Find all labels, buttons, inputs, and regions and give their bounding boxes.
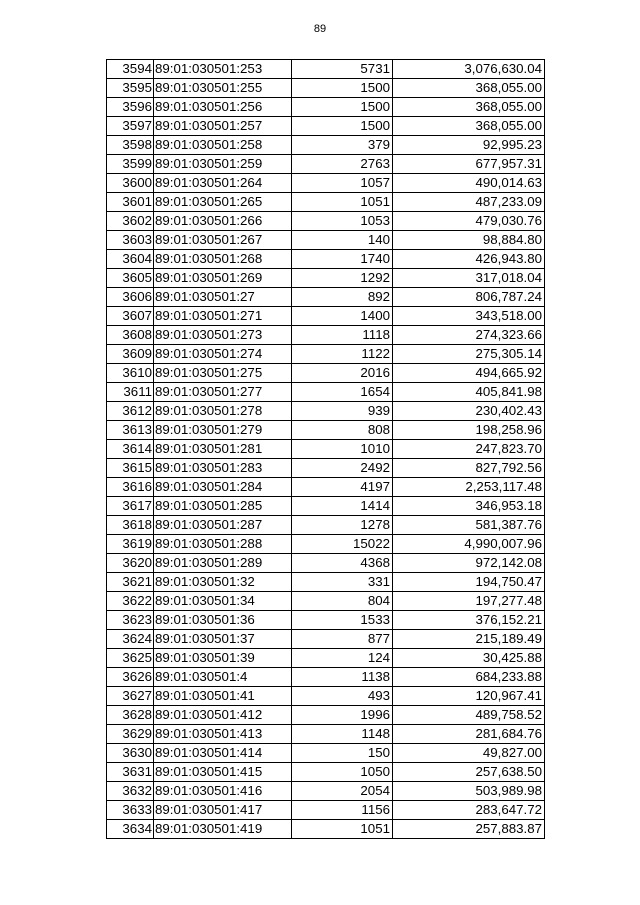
- row-number-cell: 3605: [107, 269, 154, 288]
- area-cell: 4197: [292, 478, 393, 497]
- cadastral-value-cell: 257,638.50: [393, 763, 545, 782]
- table-row: [107, 345, 545, 364]
- table-row: [107, 801, 545, 820]
- cadastral-value-cell: 247,823.70: [393, 440, 545, 459]
- area-cell: 1278: [292, 516, 393, 535]
- cadastral-value-cell: 368,055.00: [393, 79, 545, 98]
- cadastral-number-cell: 89:01:030501:34: [154, 592, 292, 611]
- area-cell: 1138: [292, 668, 393, 687]
- row-number-cell: 3609: [107, 345, 154, 364]
- cadastral-number-cell: 89:01:030501:278: [154, 402, 292, 421]
- cadastral-number-cell: 89:01:030501:275: [154, 364, 292, 383]
- table-row: [107, 212, 545, 231]
- row-number-cell: 3629: [107, 725, 154, 744]
- row-number-cell: 3594: [107, 60, 154, 79]
- table-row: [107, 174, 545, 193]
- row-number-cell: 3614: [107, 440, 154, 459]
- cadastral-number-cell: 89:01:030501:264: [154, 174, 292, 193]
- cadastral-number-cell: 89:01:030501:271: [154, 307, 292, 326]
- area-cell: 1118: [292, 326, 393, 345]
- row-number-cell: 3634: [107, 820, 154, 839]
- cadastral-value-cell: 2,253,117.48: [393, 478, 545, 497]
- cadastral-value-cell: 317,018.04: [393, 269, 545, 288]
- cadastral-value-cell: 194,750.47: [393, 573, 545, 592]
- cadastral-value-cell: 4,990,007.96: [393, 535, 545, 554]
- table-row: [107, 269, 545, 288]
- cadastral-number-cell: 89:01:030501:277: [154, 383, 292, 402]
- row-number-cell: 3619: [107, 535, 154, 554]
- cadastral-number-cell: 89:01:030501:279: [154, 421, 292, 440]
- cadastral-value-cell: 677,957.31: [393, 155, 545, 174]
- table-row: [107, 782, 545, 801]
- cadastral-number-cell: 89:01:030501:415: [154, 763, 292, 782]
- area-cell: 1051: [292, 820, 393, 839]
- table-row: [107, 98, 545, 117]
- table-row: [107, 611, 545, 630]
- area-cell: 1533: [292, 611, 393, 630]
- table-row: [107, 592, 545, 611]
- table-row: [107, 326, 545, 345]
- cadastral-value-cell: 503,989.98: [393, 782, 545, 801]
- row-number-cell: 3630: [107, 744, 154, 763]
- cadastral-number-cell: 89:01:030501:283: [154, 459, 292, 478]
- cadastral-value-cell: 98,884.80: [393, 231, 545, 250]
- cadastral-value-cell: 283,647.72: [393, 801, 545, 820]
- cadastral-value-cell: 197,277.48: [393, 592, 545, 611]
- table-row: [107, 136, 545, 155]
- row-number-cell: 3617: [107, 497, 154, 516]
- cadastral-value-cell: 376,152.21: [393, 611, 545, 630]
- row-number-cell: 3627: [107, 687, 154, 706]
- table-row: [107, 744, 545, 763]
- cadastral-value-cell: 215,189.49: [393, 630, 545, 649]
- area-cell: 15022: [292, 535, 393, 554]
- cadastral-number-cell: 89:01:030501:274: [154, 345, 292, 364]
- cadastral-value-cell: 581,387.76: [393, 516, 545, 535]
- row-number-cell: 3603: [107, 231, 154, 250]
- cadastral-number-cell: 89:01:030501:419: [154, 820, 292, 839]
- cadastral-number-cell: 89:01:030501:266: [154, 212, 292, 231]
- cadastral-number-cell: 89:01:030501:4: [154, 668, 292, 687]
- cadastral-value-cell: 30,425.88: [393, 649, 545, 668]
- area-cell: 1654: [292, 383, 393, 402]
- table-body: [107, 60, 545, 839]
- table-row: [107, 706, 545, 725]
- table-row: [107, 60, 545, 79]
- area-cell: 1740: [292, 250, 393, 269]
- cadastral-value-cell: 120,967.41: [393, 687, 545, 706]
- table-row: [107, 630, 545, 649]
- cadastral-value-cell: 405,841.98: [393, 383, 545, 402]
- cadastral-value-cell: 368,055.00: [393, 117, 545, 136]
- row-number-cell: 3599: [107, 155, 154, 174]
- row-number-cell: 3597: [107, 117, 154, 136]
- cadastral-value-cell: 230,402.43: [393, 402, 545, 421]
- area-cell: 1010: [292, 440, 393, 459]
- area-cell: 1500: [292, 79, 393, 98]
- cadastral-value-cell: 3,076,630.04: [393, 60, 545, 79]
- table-row: [107, 535, 545, 554]
- row-number-cell: 3596: [107, 98, 154, 117]
- area-cell: 331: [292, 573, 393, 592]
- area-cell: 1500: [292, 117, 393, 136]
- table-row: [107, 307, 545, 326]
- cadastral-value-cell: 198,258.96: [393, 421, 545, 440]
- table-row: [107, 649, 545, 668]
- cadastral-number-cell: 89:01:030501:256: [154, 98, 292, 117]
- cadastral-number-cell: 89:01:030501:285: [154, 497, 292, 516]
- table-row: [107, 687, 545, 706]
- area-cell: 939: [292, 402, 393, 421]
- table-row: [107, 250, 545, 269]
- table-row: [107, 478, 545, 497]
- row-number-cell: 3615: [107, 459, 154, 478]
- table-row: [107, 383, 545, 402]
- cadastral-number-cell: 89:01:030501:412: [154, 706, 292, 725]
- row-number-cell: 3626: [107, 668, 154, 687]
- cadastral-value-cell: 487,233.09: [393, 193, 545, 212]
- cadastral-number-cell: 89:01:030501:36: [154, 611, 292, 630]
- area-cell: 2016: [292, 364, 393, 383]
- table-row: [107, 497, 545, 516]
- table-row: [107, 725, 545, 744]
- cadastral-number-cell: 89:01:030501:289: [154, 554, 292, 573]
- cadastral-number-cell: 89:01:030501:416: [154, 782, 292, 801]
- area-cell: 140: [292, 231, 393, 250]
- row-number-cell: 3611: [107, 383, 154, 402]
- cadastral-value-cell: 489,758.52: [393, 706, 545, 725]
- row-number-cell: 3610: [107, 364, 154, 383]
- cadastral-number-cell: 89:01:030501:39: [154, 649, 292, 668]
- cadastral-number-cell: 89:01:030501:32: [154, 573, 292, 592]
- table-row: [107, 440, 545, 459]
- cadastral-value-cell: 494,665.92: [393, 364, 545, 383]
- table-row: [107, 421, 545, 440]
- row-number-cell: 3601: [107, 193, 154, 212]
- row-number-cell: 3612: [107, 402, 154, 421]
- row-number-cell: 3628: [107, 706, 154, 725]
- row-number-cell: 3604: [107, 250, 154, 269]
- table-row: [107, 288, 545, 307]
- cadastral-value-cell: 49,827.00: [393, 744, 545, 763]
- row-number-cell: 3607: [107, 307, 154, 326]
- row-number-cell: 3631: [107, 763, 154, 782]
- area-cell: 892: [292, 288, 393, 307]
- area-cell: 2054: [292, 782, 393, 801]
- area-cell: 1414: [292, 497, 393, 516]
- row-number-cell: 3598: [107, 136, 154, 155]
- cadastral-number-cell: 89:01:030501:284: [154, 478, 292, 497]
- cadastral-number-cell: 89:01:030501:37: [154, 630, 292, 649]
- cadastral-number-cell: 89:01:030501:281: [154, 440, 292, 459]
- cadastral-value-cell: 257,883.87: [393, 820, 545, 839]
- page-number: 89: [313, 23, 327, 35]
- area-cell: 150: [292, 744, 393, 763]
- table-row: [107, 554, 545, 573]
- area-cell: 2763: [292, 155, 393, 174]
- table-row: [107, 155, 545, 174]
- cadastral-number-cell: 89:01:030501:287: [154, 516, 292, 535]
- area-cell: 1156: [292, 801, 393, 820]
- table-row: [107, 364, 545, 383]
- cadastral-number-cell: 89:01:030501:41: [154, 687, 292, 706]
- row-number-cell: 3595: [107, 79, 154, 98]
- row-number-cell: 3632: [107, 782, 154, 801]
- table-row: [107, 79, 545, 98]
- table-row: [107, 402, 545, 421]
- cadastral-value-cell: 92,995.23: [393, 136, 545, 155]
- area-cell: 5731: [292, 60, 393, 79]
- row-number-cell: 3624: [107, 630, 154, 649]
- row-number-cell: 3623: [107, 611, 154, 630]
- cadastral-value-cell: 972,142.08: [393, 554, 545, 573]
- cadastral-value-cell: 346,953.18: [393, 497, 545, 516]
- area-cell: 1500: [292, 98, 393, 117]
- area-cell: 379: [292, 136, 393, 155]
- cadastral-number-cell: 89:01:030501:257: [154, 117, 292, 136]
- table-row: [107, 459, 545, 478]
- cadastral-number-cell: 89:01:030501:27: [154, 288, 292, 307]
- cadastral-number-cell: 89:01:030501:288: [154, 535, 292, 554]
- row-number-cell: 3606: [107, 288, 154, 307]
- area-cell: 4368: [292, 554, 393, 573]
- area-cell: 493: [292, 687, 393, 706]
- area-cell: 1053: [292, 212, 393, 231]
- cadastral-value-cell: 368,055.00: [393, 98, 545, 117]
- area-cell: 2492: [292, 459, 393, 478]
- area-cell: 1051: [292, 193, 393, 212]
- area-cell: 1400: [292, 307, 393, 326]
- area-cell: 1057: [292, 174, 393, 193]
- row-number-cell: 3600: [107, 174, 154, 193]
- row-number-cell: 3602: [107, 212, 154, 231]
- cadastral-number-cell: 89:01:030501:265: [154, 193, 292, 212]
- cadastral-value-cell: 281,684.76: [393, 725, 545, 744]
- table-row: [107, 668, 545, 687]
- cadastral-value-cell: 827,792.56: [393, 459, 545, 478]
- cadastral-value-cell: 684,233.88: [393, 668, 545, 687]
- row-number-cell: 3622: [107, 592, 154, 611]
- area-cell: 808: [292, 421, 393, 440]
- table-row: [107, 763, 545, 782]
- row-number-cell: 3618: [107, 516, 154, 535]
- area-cell: 1050: [292, 763, 393, 782]
- cadastral-number-cell: 89:01:030501:414: [154, 744, 292, 763]
- cadastral-number-cell: 89:01:030501:255: [154, 79, 292, 98]
- area-cell: 1996: [292, 706, 393, 725]
- row-number-cell: 3625: [107, 649, 154, 668]
- cadastral-number-cell: 89:01:030501:273: [154, 326, 292, 345]
- cadastral-number-cell: 89:01:030501:268: [154, 250, 292, 269]
- area-cell: 877: [292, 630, 393, 649]
- cadastral-value-cell: 479,030.76: [393, 212, 545, 231]
- table-row: [107, 231, 545, 250]
- cadastral-value-cell: 275,305.14: [393, 345, 545, 364]
- table-row: [107, 117, 545, 136]
- cadastral-number-cell: 89:01:030501:269: [154, 269, 292, 288]
- cadastral-value-cell: 274,323.66: [393, 326, 545, 345]
- table-row: [107, 516, 545, 535]
- table-row: [107, 820, 545, 839]
- row-number-cell: 3616: [107, 478, 154, 497]
- cadastral-number-cell: 89:01:030501:267: [154, 231, 292, 250]
- area-cell: 804: [292, 592, 393, 611]
- row-number-cell: 3633: [107, 801, 154, 820]
- cadastral-number-cell: 89:01:030501:413: [154, 725, 292, 744]
- cadastral-value-cell: 426,943.80: [393, 250, 545, 269]
- row-number-cell: 3620: [107, 554, 154, 573]
- cadastral-number-cell: 89:01:030501:258: [154, 136, 292, 155]
- area-cell: 124: [292, 649, 393, 668]
- area-cell: 1292: [292, 269, 393, 288]
- row-number-cell: 3621: [107, 573, 154, 592]
- table-row: [107, 193, 545, 212]
- cadastral-value-cell: 343,518.00: [393, 307, 545, 326]
- land-plots-table: [106, 59, 545, 839]
- cadastral-value-cell: 490,014.63: [393, 174, 545, 193]
- cadastral-number-cell: 89:01:030501:417: [154, 801, 292, 820]
- area-cell: 1148: [292, 725, 393, 744]
- table-row: [107, 573, 545, 592]
- cadastral-number-cell: 89:01:030501:253: [154, 60, 292, 79]
- cadastral-number-cell: 89:01:030501:259: [154, 155, 292, 174]
- row-number-cell: 3613: [107, 421, 154, 440]
- area-cell: 1122: [292, 345, 393, 364]
- cadastral-value-cell: 806,787.24: [393, 288, 545, 307]
- row-number-cell: 3608: [107, 326, 154, 345]
